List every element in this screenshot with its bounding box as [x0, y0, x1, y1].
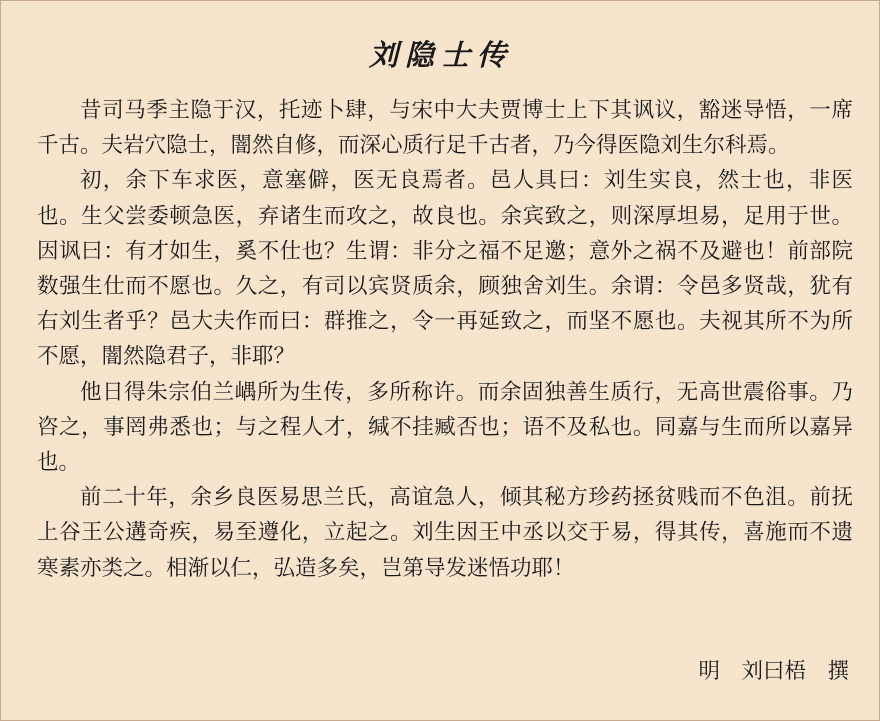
paragraph-1: 昔司马季主隐于汉，托迹卜肆，与宋中大夫贾博士上下其讽议，豁迷导悟，一席千古。夫岩穴隐士，闇然自修，而深心质行足千古者，乃今得医隐刘生尔科焉。 — [37, 98, 853, 159]
paragraph-3: 他日得朱宗伯兰嵎所为生传，多所称许。而余固独善生质行，无高世震俗事。乃咨之，事罔弗悉也；与之程人才，缄不挂臧否也；语不及私也。同嘉与生而所以嘉异也。 — [37, 379, 853, 476]
author-signature: 明 刘曰梧 撰 — [698, 659, 849, 684]
paragraph-4: 前二十年，余乡良医易思兰氏，高谊急人，倾其秘方珍药拯贫贱而不色沮。前抚上谷王公遘奇疾，易至遵化，立起之。刘生因王中丞以交于易，得其传，喜施而不遗寒素亦类之。相渐以仁，弘造多矣，岂第导发迷悟功耶！ — [37, 485, 853, 581]
document-body — [37, 93, 853, 586]
document-title: 刘隐士传 — [368, 38, 513, 72]
paragraph-2: 初，余下车求医，意塞僻，医无良焉者。邑人具曰：刘生实良，然士也，非医也。生父尝委顿急医，弃诸生而攻之，故良也。余宾致之，则深厚坦易，足用于世。因讽曰：有才如生，奚不仕也？生谓：非分之福不足邀；意外之祸不及避也！前部院数强生仕而不愿也。久之，有司以宾贤质余，顾独舍刘生。余谓：令邑多贤哉，犹有右刘生者乎？邑大夫作而曰：群推之，令一再延致之，而坚不愿也。夫视其所不为所不愿，闇然隐君子，非耶？ — [37, 168, 853, 370]
